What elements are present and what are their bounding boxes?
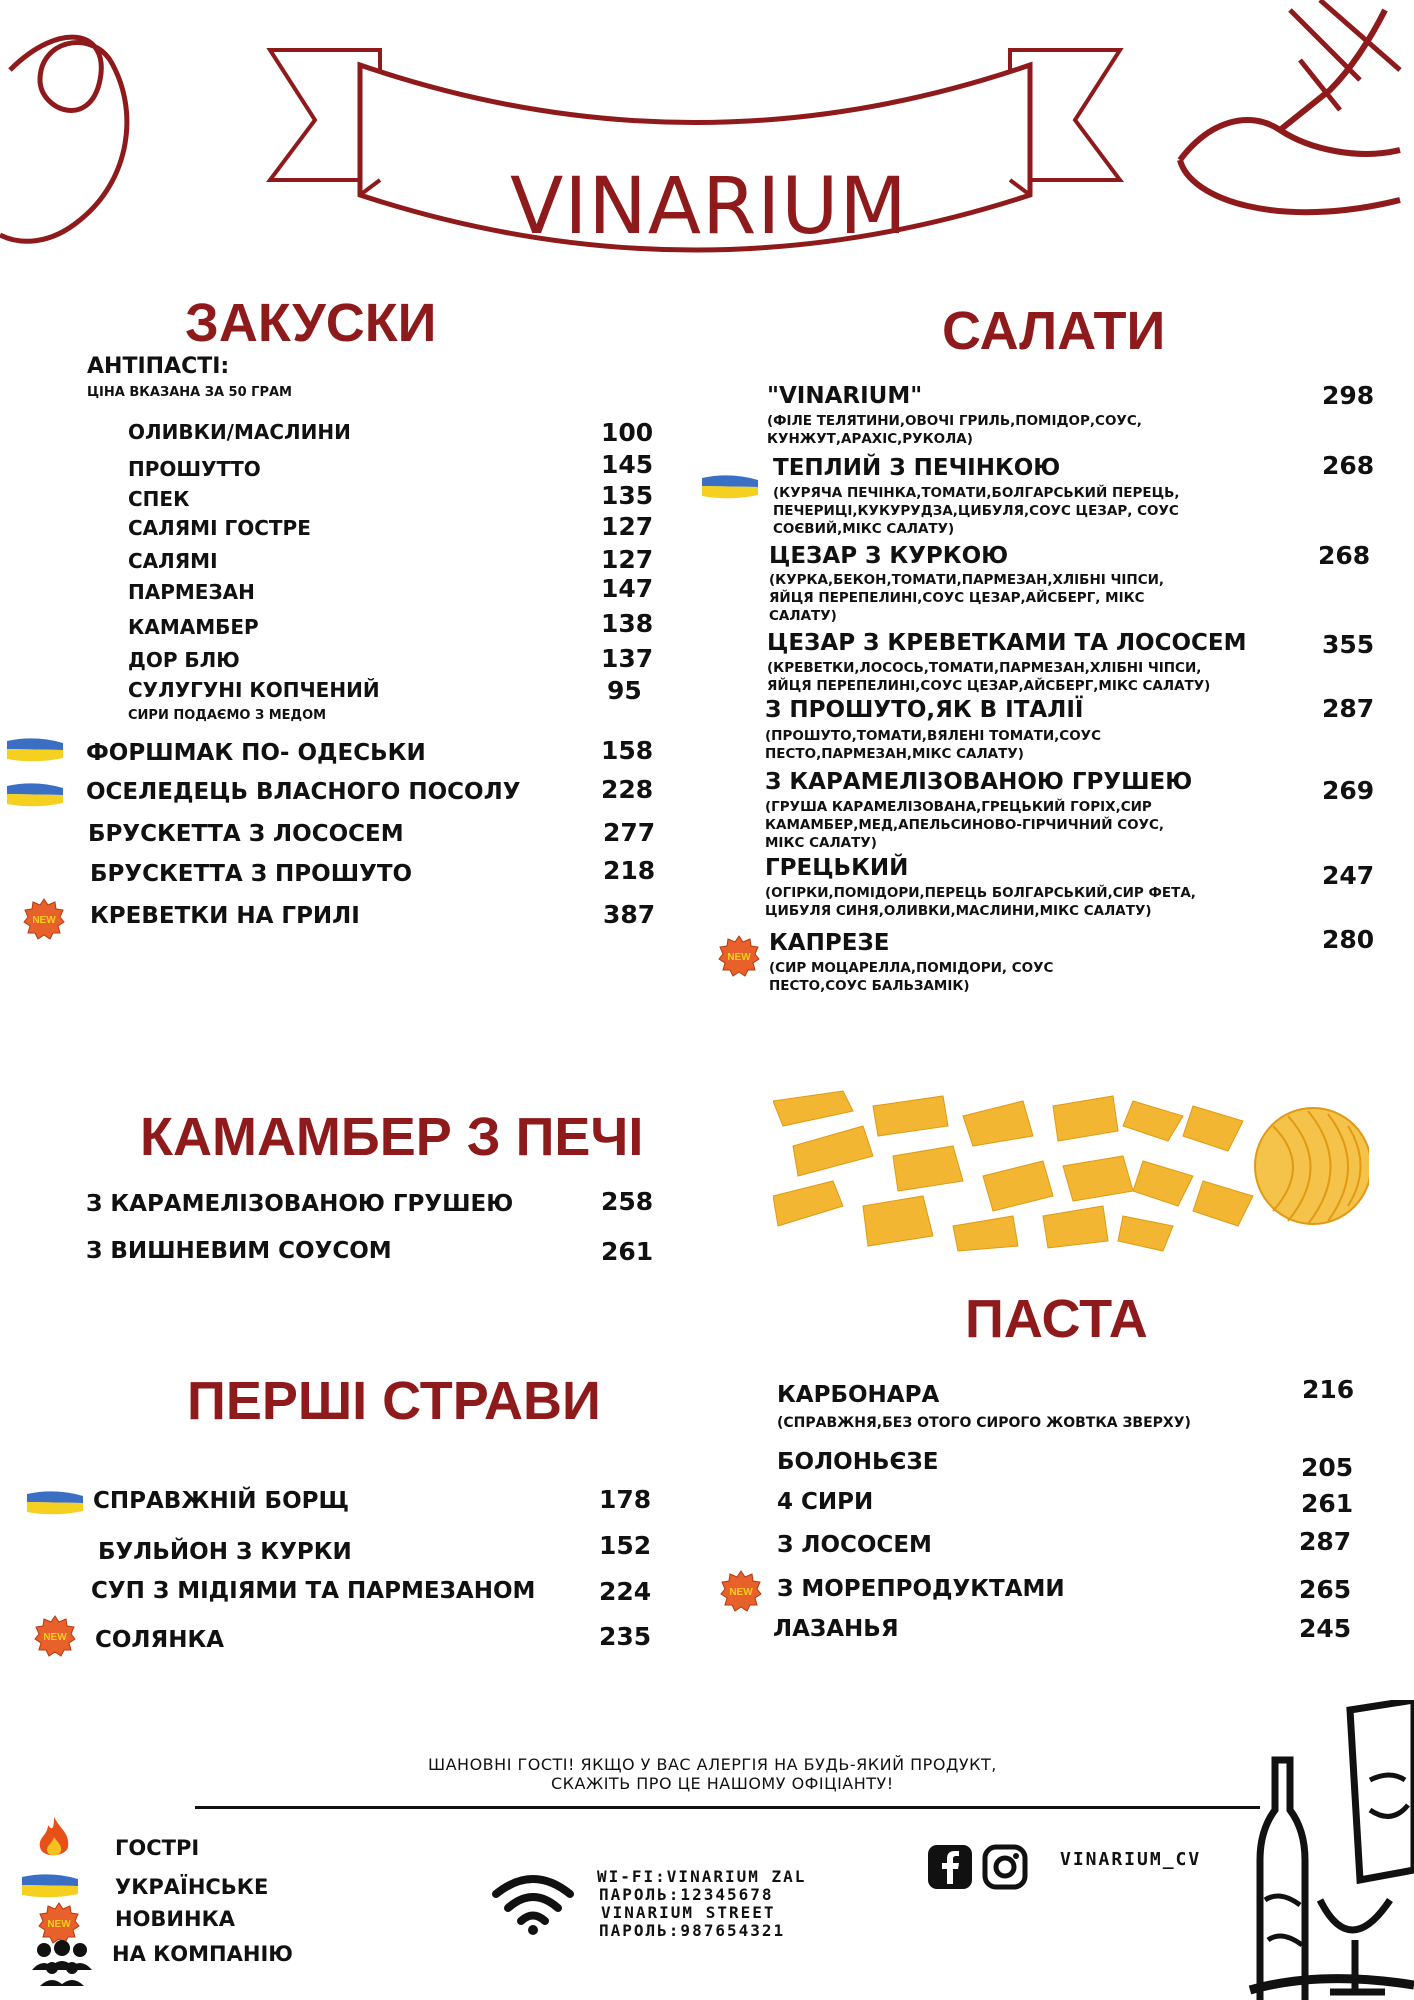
new-badge-icon xyxy=(718,935,760,977)
menu-item-description: (ФІЛЕ ТЕЛЯТИНИ,ОВОЧІ ГРИЛЬ,ПОМІДОР,СОУС, КУНЖУТ,АРАХІС,РУКОЛА) xyxy=(767,413,1142,447)
menu-item: З КАРАМЕЛІЗОВАНОЮ ГРУШЕЮ xyxy=(765,769,1193,795)
wine-sketch-decoration xyxy=(1220,1700,1414,2000)
footer-divider xyxy=(195,1806,1260,1809)
section-title-pasta: ПАСТА xyxy=(965,1289,1148,1349)
menu-price: 245 xyxy=(1299,1614,1352,1643)
menu-item-description: (ПРОШУТО,ТОМАТИ,ВЯЛЕНІ ТОМАТИ,СОУС ПЕСТО,ПАРМЕЗАН,МІКС САЛАТУ) xyxy=(765,728,1101,762)
ukrainian-flag-icon xyxy=(5,782,65,808)
menu-item: "VINARIUM" xyxy=(767,383,923,409)
menu-item: 4 СИРИ xyxy=(777,1489,874,1515)
menu-price: 235 xyxy=(599,1622,652,1651)
allergy-notice-line1: ШАНОВНІ ГОСТІ! ЯКЩО У ВАС АЛЕРГІЯ НА БУДЬ-ЯКИЙ ПРОДУКТ, xyxy=(428,1755,997,1774)
menu-price: 95 xyxy=(607,676,642,705)
menu-item: КАПРЕЗЕ xyxy=(769,930,890,956)
pasta-illustration xyxy=(773,1086,1369,1254)
svg-text:NEW: NEW xyxy=(32,915,56,926)
swirl-decoration xyxy=(0,0,140,260)
menu-price: 205 xyxy=(1301,1453,1354,1482)
allergy-notice-line2: СКАЖІТЬ ПРО ЦЕ НАШОМУ ОФІЦІАНТУ! xyxy=(551,1774,894,1793)
section-title-camembert: КАМАМБЕР З ПЕЧІ xyxy=(140,1107,644,1167)
menu-item: З ПРОШУТО,ЯК В ІТАЛІЇ xyxy=(765,697,1084,723)
menu-item: СУЛУГУНІ КОПЧЕНИЙ xyxy=(128,678,380,702)
menu-price: 258 xyxy=(601,1187,654,1216)
menu-item: БРУСКЕТТА З ЛОСОСЕМ xyxy=(88,821,404,847)
social-handle: VINARIUM_CV xyxy=(1060,1849,1202,1870)
menu-item: ФОРШМАК ПО- ОДЕСЬКИ xyxy=(86,740,426,766)
new-badge-icon xyxy=(34,1615,76,1657)
menu-price: 298 xyxy=(1322,381,1375,410)
menu-price: 158 xyxy=(601,736,654,765)
honey-note: СИРИ ПОДАЄМО З МЕДОМ xyxy=(128,708,327,723)
menu-item: ЦЕЗАР З КУРКОЮ xyxy=(769,543,1009,569)
menu-price: 145 xyxy=(601,450,654,479)
menu-price: 100 xyxy=(601,418,654,447)
new-badge-icon xyxy=(720,1570,762,1612)
menu-price: 280 xyxy=(1322,925,1375,954)
menu-item: КАМАМБЕР xyxy=(128,615,259,639)
hand-decoration xyxy=(1170,0,1414,240)
menu-item-description: (КРЕВЕТКИ,ЛОСОСЬ,ТОМАТИ,ПАРМЕЗАН,ХЛІБНІ ЧІПСИ, ЯЙЦЯ ПЕРЕПЕЛИНІ,СОУС ЦЕЗАР,АЙСБЕРГ,МІКС САЛАТУ) xyxy=(767,660,1211,694)
legend-company: НА КОМПАНІЮ xyxy=(112,1942,293,1966)
new-badge-icon xyxy=(23,898,65,940)
menu-item: ДОР БЛЮ xyxy=(128,648,240,672)
menu-price: 355 xyxy=(1322,630,1375,659)
menu-price: 152 xyxy=(599,1531,652,1560)
menu-item: ЛАЗАНЬЯ xyxy=(773,1616,899,1642)
menu-price: 127 xyxy=(601,512,654,541)
facebook-icon[interactable] xyxy=(927,1844,973,1890)
fire-icon xyxy=(34,1815,74,1861)
legend-ukrainian: УКРАЇНСЬКЕ xyxy=(115,1875,269,1899)
ukrainian-flag-icon xyxy=(5,737,65,763)
menu-item-description: (СПРАВЖНЯ,БЕЗ ОТОГО СИРОГО ЖОВТКА ЗВЕРХУ) xyxy=(777,1415,1191,1431)
wifi-icon xyxy=(490,1870,576,1936)
menu-item: З ЛОСОСЕМ xyxy=(777,1532,932,1558)
section-title-zakusky: ЗАКУСКИ xyxy=(185,293,437,353)
antipasti-subtitle: АНТІПАСТІ: xyxy=(87,354,230,379)
brand-title: VINARIUM xyxy=(510,162,908,252)
menu-price: 268 xyxy=(1318,541,1371,570)
menu-price: 178 xyxy=(599,1485,652,1514)
menu-price: 261 xyxy=(1301,1489,1354,1518)
menu-item: З МОРЕПРОДУКТАМИ xyxy=(777,1576,1065,1602)
menu-price: 127 xyxy=(601,545,654,574)
menu-price: 387 xyxy=(603,900,656,929)
legend-spicy: ГОСТРІ xyxy=(115,1836,200,1860)
legend-new: НОВИНКА xyxy=(115,1907,236,1931)
menu-price: 147 xyxy=(601,574,654,603)
svg-text:NEW: NEW xyxy=(727,952,751,963)
menu-item: ЦЕЗАР З КРЕВЕТКАМИ ТА ЛОСОСЕМ xyxy=(767,630,1247,656)
ukrainian-flag-icon xyxy=(25,1490,85,1516)
menu-item: БОЛОНЬЄЗЕ xyxy=(777,1449,939,1475)
menu-item: САЛЯМІ ГОСТРЕ xyxy=(128,516,311,540)
menu-item-description: (ГРУША КАРАМЕЛІЗОВАНА,ГРЕЦЬКИЙ ГОРІХ,СИР КАМАМБЕР,МЕД,АПЕЛЬСИНОВО-ГІРЧИЧНИЙ СОУС, МІКС САЛАТУ) xyxy=(765,799,1165,851)
menu-item: СПРАВЖНІЙ БОРЩ xyxy=(93,1488,349,1514)
menu-item: ГРЕЦЬКИЙ xyxy=(765,855,909,881)
menu-item-description: (СИР МОЦАРЕЛЛА,ПОМІДОРИ, СОУС ПЕСТО,СОУС БАЛЬЗАМІК) xyxy=(769,960,1054,994)
menu-item-description: (ОГІРКИ,ПОМІДОРИ,ПЕРЕЦЬ БОЛГАРСЬКИЙ,СИР ФЕТА, ЦИБУЛЯ СИНЯ,ОЛИВКИ,МАСЛИНИ,МІКС САЛАТУ) xyxy=(765,885,1196,919)
menu-price: 277 xyxy=(603,818,656,847)
menu-price: 138 xyxy=(601,609,654,638)
new-badge-icon xyxy=(38,1902,80,1944)
menu-price: 216 xyxy=(1302,1375,1355,1404)
menu-item: СУП З МІДІЯМИ ТА ПАРМЕЗАНОМ xyxy=(91,1578,536,1604)
section-title-soups: ПЕРШІ СТРАВИ xyxy=(187,1371,601,1431)
menu-price: 228 xyxy=(601,775,654,804)
menu-price: 269 xyxy=(1322,776,1375,805)
wifi-password-2: ПАРОЛЬ:987654321 xyxy=(599,1921,786,1940)
menu-item: САЛЯМІ xyxy=(128,549,218,573)
menu-item: БУЛЬЙОН З КУРКИ xyxy=(98,1539,352,1565)
menu-price: 261 xyxy=(601,1237,654,1266)
group-people-icon xyxy=(30,1940,94,1986)
antipasti-note: ЦІНА ВКАЗАНА ЗА 50 ГРАМ xyxy=(87,385,292,400)
menu-price: 224 xyxy=(599,1577,652,1606)
menu-item: З КАРАМЕЛІЗОВАНОЮ ГРУШЕЮ xyxy=(86,1191,514,1217)
wifi-network-2: VINARIUM STREET xyxy=(601,1903,776,1922)
menu-item: СОЛЯНКА xyxy=(95,1627,225,1653)
menu-item: БРУСКЕТТА З ПРОШУТО xyxy=(90,861,413,887)
menu-item: ОСЕЛЕДЕЦЬ ВЛАСНОГО ПОСОЛУ xyxy=(86,779,521,805)
menu-item-description: (КУРЯЧА ПЕЧІНКА,ТОМАТИ,БОЛГАРСЬКИЙ ПЕРЕЦЬ, ПЕЧЕРИЦІ,КУКУРУДЗА,ЦИБУЛЯ,СОУС ЦЕЗАР, СОУС СОЄВИЙ,МІКС САЛАТУ) xyxy=(773,485,1180,537)
svg-text:NEW: NEW xyxy=(43,1632,67,1643)
menu-item: КАРБОНАРА xyxy=(777,1382,940,1408)
menu-price: 247 xyxy=(1322,861,1375,890)
menu-price: 137 xyxy=(601,644,654,673)
menu-price: 265 xyxy=(1299,1575,1352,1604)
menu-item: СПЕК xyxy=(128,487,190,511)
wifi-password-1: ПАРОЛЬ:12345678 xyxy=(599,1885,774,1904)
menu-price: 287 xyxy=(1322,694,1375,723)
ukrainian-flag-icon xyxy=(700,474,760,500)
menu-item: ТЕПЛИЙ З ПЕЧІНКОЮ xyxy=(773,455,1061,481)
menu-price: 135 xyxy=(601,481,654,510)
menu-item: ПАРМЕЗАН xyxy=(128,580,255,604)
menu-item: ОЛИВКИ/МАСЛИНИ xyxy=(128,420,351,444)
menu-item-description: (КУРКА,БЕКОН,ТОМАТИ,ПАРМЕЗАН,ХЛІБНІ ЧІПСИ, ЯЙЦЯ ПЕРЕПЕЛИНІ,СОУС ЦЕЗАР,АЙСБЕРГ, МІКС САЛАТУ) xyxy=(769,572,1165,624)
menu-price: 268 xyxy=(1322,451,1375,480)
svg-text:NEW: NEW xyxy=(47,1919,71,1930)
menu-item: ПРОШУТТО xyxy=(128,457,261,481)
instagram-icon[interactable] xyxy=(982,1844,1028,1890)
menu-item: КРЕВЕТКИ НА ГРИЛІ xyxy=(90,903,360,929)
menu-price: 287 xyxy=(1299,1527,1352,1556)
menu-item: З ВИШНЕВИМ СОУСОМ xyxy=(86,1238,392,1264)
wifi-network-1: WI-FI:VINARIUM ZAL xyxy=(597,1867,807,1886)
ukrainian-flag-icon xyxy=(20,1873,80,1899)
svg-text:NEW: NEW xyxy=(729,1587,753,1598)
section-title-salaty: САЛАТИ xyxy=(942,301,1166,361)
menu-price: 218 xyxy=(603,856,656,885)
